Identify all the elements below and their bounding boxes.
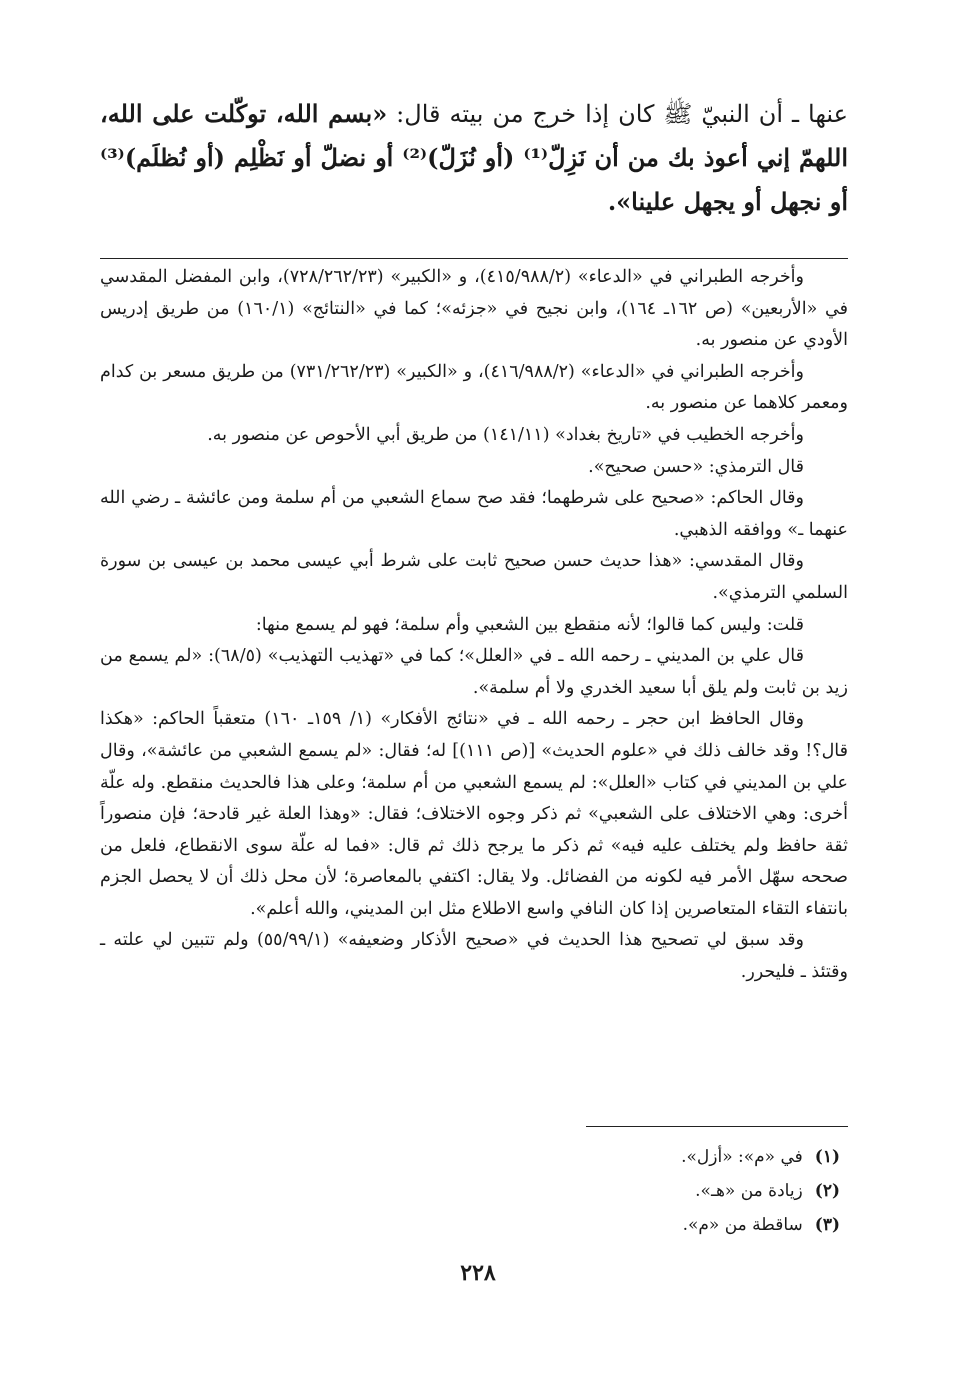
note-paragraph: وقال الحافظ ابن حجر ـ رحمه الله ـ في «نتائج الأفكار» (١/ ١٥٩ـ ١٦٠) متعقباً الحاكم: «هكذا قال؟! وقد خالف ذلك في «علوم الحديث» [(ص ١١١)] له؛ فقال: «لم يسمع الشعبي من عائشة»، وقال علي بن المديني في كتاب «العلل»: لم يسمع الشعبي من أم سلمة؛ وعلى هذا فالحديث منقطع. وله علّة أخرى: وهي الاختلاف على الشعبي» ثم ذكر وجوه الاختلاف؛ فقال: «وهذا العلة غير قادحة؛ فإن منصوراً ثقة حافظ ولم يختلف عليه فيه» ثم ذكر ما يرجح ذلك ثم قال: «فما له علّة سوى الانقطاع، فلعل من صححه سهّل الأمر فيه لكونه من الفضائل. ولا يقال: اكتفي بالمعاصرة؛ لأن محل ذلك أن لا يحصل الجزم بانتفاء التقاء المتعاصرين إذا كان النافي واسع الاطلاع مثل ابن المديني، والله أعلم». — [100, 709, 848, 919]
footnote-text: ساقطة من «م». — [682, 1215, 803, 1235]
footnote-number: (١) — [814, 1147, 840, 1167]
note-paragraph: قال علي بن المديني ـ رحمه الله ـ في «العلل»؛ كما في «تهذيب التهذيب» (٦٨/٥): «لم يسمع من زيد بن ثابت ولم يلق أبا سعيد الخدري ولا أم سلمة». — [100, 646, 848, 698]
main-prayer: «بسم الله، توكّلت على الله، اللهمّ إني أعوذ بك من أن نَزِلّ⁽¹⁾ (أو نُزَلّ)⁽²⁾ أو نضلّ أو نَظْلِم (أو نُظلَم)⁽³⁾ أو نجهل أو يجهل علينا». — [100, 99, 848, 216]
separator-rule — [100, 258, 848, 259]
page-number: ٢٢٨ — [460, 1260, 496, 1286]
main-intro: عنها ـ أن النبيّ ﷺ كان إذا خرج من بيته قال: — [387, 100, 848, 128]
note-paragraph: وأخرجه الطبراني في «الدعاء» (٤١٥/٩٨٨/٢)، و «الكبير» (٧٢٨/٢٦٢/٢٣)، وابن المفضل المقدسي في «الأربعين» (ص ١٦٢ـ ١٦٤)، وابن نجيح في «جزئه»؛ كما في «النتائج» (١٦٠/١) من طريق إدريس الأودي عن منصور به. — [100, 267, 848, 351]
footnote-rule — [586, 1126, 848, 1127]
main-paragraph — [100, 92, 848, 224]
note-paragraph: وأخرجه الطبراني في «الدعاء» (٤١٦/٩٨٨/٢)، و «الكبير» (٧٣١/٢٦٢/٢٣) من طريق مسعر بن كدام ومعمر كلاهما عن منصور به. — [100, 361, 848, 414]
footnote-item — [500, 1140, 840, 1174]
note-paragraph: قال الترمذي: «حسن صحيح». — [588, 456, 804, 477]
footnote-text: زيادة من «هـ». — [695, 1181, 803, 1201]
footnote-item — [500, 1208, 840, 1242]
footnote-text: في «م»: «أزل». — [681, 1147, 803, 1167]
note-paragraph: وقال الحاكم: «صحيح على شرطهما؛ فقد صح سماع الشعبي من أم سلمة ومن عائشة ـ رضي الله عنهما ـ» ووافقه الذهبي. — [100, 488, 848, 540]
note-paragraph: وقد سبق لي تصحيح هذا الحديث في «صحيح الأذكار وضعيفه» (٥٥/٩٩/١) ولم تتبين لي علته ـ وقتئذ ـ فليحرر. — [100, 930, 848, 983]
commentary-section — [100, 262, 848, 989]
note-paragraph: وقال المقدسي: «هذا حديث حسن صحيح ثابت على شرط أبي عيسى محمد بن عيسى بن سورة السلمي الترمذي». — [100, 551, 848, 603]
main-text — [100, 92, 848, 224]
note-paragraph: قلت: وليس كما قالوا؛ لأنه منقطع بين الشعبي وأم سلمة؛ فهو لم يسمع منها: — [255, 614, 804, 635]
footnote-item — [500, 1174, 840, 1208]
note-paragraph: وأخرجه الخطيب في «تاريخ بغداد» (١٤١/١١) من طريق أبي الأحوص عن منصور به. — [207, 424, 804, 445]
footnotes — [500, 1140, 840, 1242]
footnote-number: (٢) — [814, 1181, 840, 1201]
footnote-number: (٣) — [814, 1215, 840, 1235]
